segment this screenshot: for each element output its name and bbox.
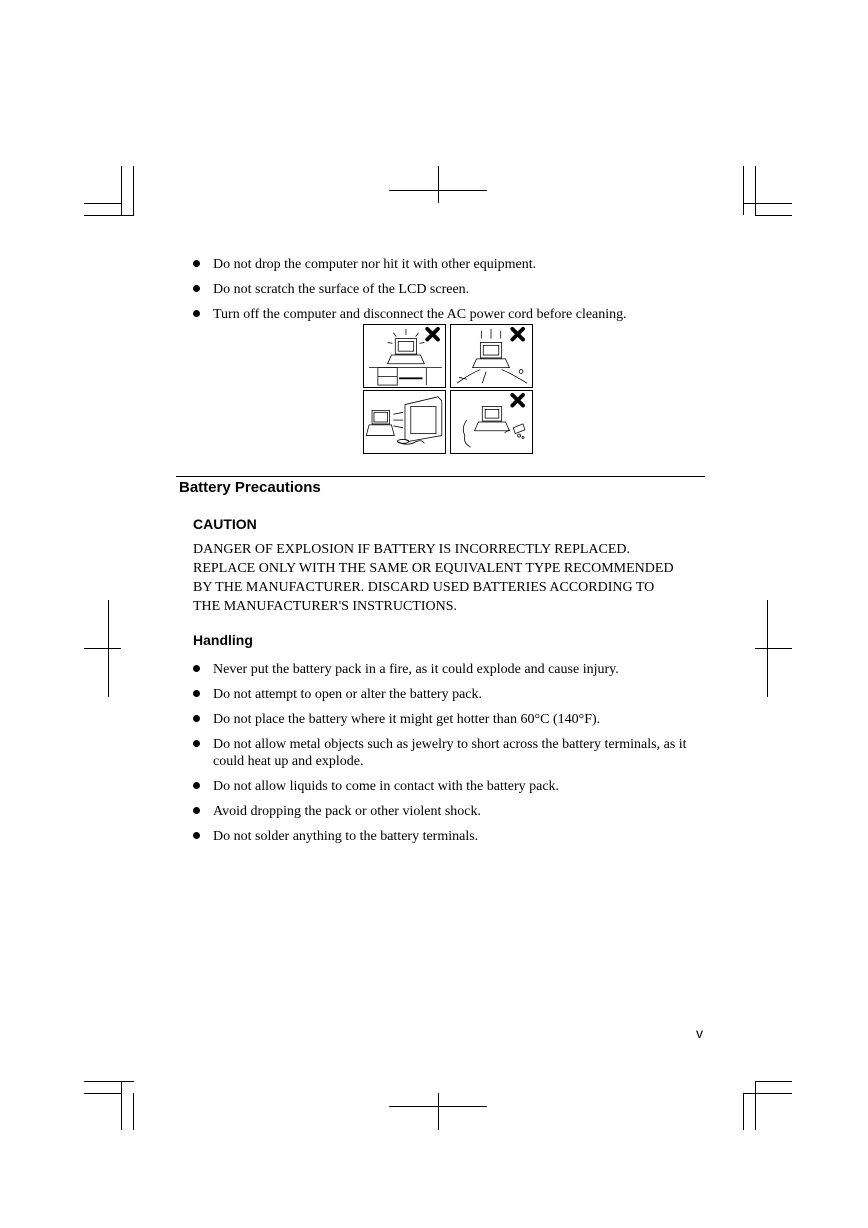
laptop-sunlight-icon — [363, 324, 446, 388]
section-divider — [176, 476, 705, 477]
list-item: Do not solder anything to the battery terminals. — [193, 828, 705, 845]
caution-text — [193, 540, 674, 616]
list-item: Never put the battery pack in a fire, as it could explode and cause injury. — [193, 661, 705, 678]
list-item: Do not drop the computer nor hit it with other equipment. — [193, 256, 627, 273]
precaution-list — [193, 256, 627, 331]
list-item: Do not place the battery where it might get hotter than 60°C (140°F). — [193, 711, 705, 728]
laptop-magnetic-icon — [450, 324, 533, 388]
list-item: Do not allow liquids to come in contact with the battery pack. — [193, 778, 705, 795]
caution-line: BY THE MANUFACTURER. DISCARD USED BATTERIES ACCORDING TO — [193, 580, 655, 595]
laptop-liquid-spray-icon — [450, 390, 533, 454]
section-title: Battery Precautions — [179, 479, 321, 496]
page-number: v — [696, 1025, 703, 1041]
laptop-tv-icon — [363, 390, 446, 454]
caution-line: THE MANUFACTURER'S INSTRUCTIONS. — [193, 599, 458, 614]
list-item: Do not scratch the surface of the LCD screen. — [193, 281, 627, 298]
caution-heading: CAUTION — [193, 516, 257, 532]
list-item: Do not allow metal objects such as jewelry to short across the battery terminals, as it could heat up and explode. — [193, 736, 705, 770]
list-item: Do not attempt to open or alter the battery pack. — [193, 686, 705, 703]
caution-line: REPLACE ONLY WITH THE SAME OR EQUIVALENT TYPE RECOMMENDED — [193, 561, 674, 576]
list-item: Turn off the computer and disconnect the AC power cord before cleaning. — [193, 306, 627, 323]
handling-heading: Handling — [193, 632, 253, 648]
handling-list — [193, 661, 705, 853]
list-item: Avoid dropping the pack or other violent shock. — [193, 803, 705, 820]
caution-line: DANGER OF EXPLOSION IF BATTERY IS INCORRECTLY REPLACED. — [193, 542, 631, 557]
